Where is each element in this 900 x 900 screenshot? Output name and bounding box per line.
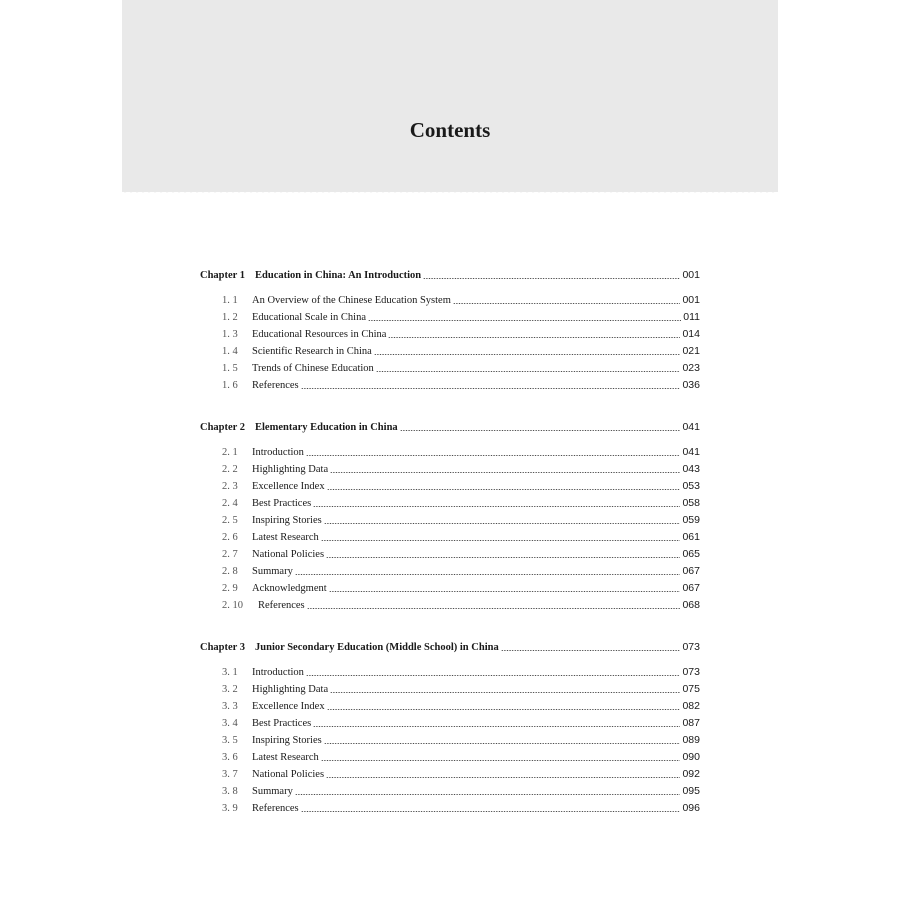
section-title: Acknowledgment	[252, 583, 327, 594]
dot-leader	[307, 608, 681, 609]
dot-leader	[376, 371, 681, 372]
header-scalloped-edge	[122, 190, 778, 194]
dot-leader	[295, 794, 681, 795]
page-number: 067	[682, 582, 700, 594]
toc-section[interactable]	[200, 478, 700, 495]
section-number: 3. 2	[222, 684, 238, 695]
dot-leader	[321, 540, 681, 541]
page-number: 023	[682, 362, 700, 374]
toc-section[interactable]	[200, 461, 700, 478]
page-number: 073	[682, 641, 700, 653]
page-number: 096	[682, 802, 700, 814]
section-number: 2. 2	[222, 464, 238, 475]
section-number: 1. 6	[222, 380, 238, 391]
page-number: 043	[682, 463, 700, 475]
page-number: 014	[682, 328, 700, 340]
section-title: Excellence Index	[252, 701, 325, 712]
section-title: Educational Resources in China	[252, 329, 387, 340]
chapter-title: Education in China: An Introduction	[255, 270, 422, 281]
toc-section[interactable]	[200, 546, 700, 563]
dot-leader	[453, 303, 681, 304]
section-title: Highlighting Data	[252, 684, 329, 695]
dot-leader	[321, 760, 681, 761]
section-number: 1. 3	[222, 329, 238, 340]
dot-leader	[313, 726, 680, 727]
toc-section[interactable]	[200, 292, 700, 309]
section-number: 2. 7	[222, 549, 238, 560]
dot-leader	[327, 709, 681, 710]
page-number: 065	[682, 548, 700, 560]
dot-leader	[330, 472, 680, 473]
section-title: National Policies	[252, 769, 325, 780]
section-title: Trends of Chinese Education	[252, 363, 374, 374]
page-number: 089	[682, 734, 700, 746]
section-number: 3. 9	[222, 803, 238, 814]
dot-leader	[374, 354, 681, 355]
page-number: 092	[682, 768, 700, 780]
page-title: Contents	[409, 118, 491, 142]
section-title: References	[258, 600, 305, 611]
page-number: 075	[682, 683, 700, 695]
toc-chapter-1[interactable]	[200, 267, 700, 284]
section-title: Summary	[252, 566, 293, 577]
toc-section[interactable]	[200, 309, 700, 326]
section-number: 2. 6	[222, 532, 238, 543]
section-title: Latest Research	[252, 532, 319, 543]
toc-section[interactable]	[200, 360, 700, 377]
toc-section[interactable]	[200, 664, 700, 681]
section-title: Introduction	[252, 447, 304, 458]
dot-leader	[368, 320, 681, 321]
section-number: 3. 6	[222, 752, 238, 763]
section-number: 2. 3	[222, 481, 238, 492]
page-number: 087	[682, 717, 700, 729]
toc-section[interactable]	[200, 377, 700, 394]
section-number: 3. 4	[222, 718, 238, 729]
toc-section[interactable]	[200, 749, 700, 766]
section-title: Latest Research	[252, 752, 319, 763]
toc-section[interactable]	[200, 444, 700, 461]
section-title: Best Practices	[252, 718, 312, 729]
page-number: 021	[682, 345, 700, 357]
toc-section[interactable]	[200, 732, 700, 749]
section-title: References	[252, 803, 299, 814]
chapter-number: Chapter 2	[200, 422, 246, 433]
page-number: 082	[682, 700, 700, 712]
dot-leader	[388, 337, 680, 338]
toc-chapter-3[interactable]	[200, 639, 700, 656]
section-number: 3. 3	[222, 701, 238, 712]
dot-leader	[329, 591, 681, 592]
section-title: An Overview of the Chinese Education System	[252, 295, 451, 306]
section-title: Educational Scale in China	[252, 312, 367, 323]
toc-section[interactable]	[200, 597, 700, 614]
section-title: Inspiring Stories	[252, 735, 322, 746]
dot-leader	[400, 430, 681, 431]
dot-leader	[301, 388, 681, 389]
dot-leader	[330, 692, 680, 693]
toc-section[interactable]	[200, 800, 700, 817]
dot-leader	[326, 557, 680, 558]
section-title: References	[252, 380, 299, 391]
section-number: 3. 8	[222, 786, 238, 797]
page-number: 073	[682, 666, 700, 678]
section-number: 3. 5	[222, 735, 238, 746]
page-number: 001	[682, 294, 700, 306]
dot-leader	[324, 523, 681, 524]
section-number: 3. 1	[222, 667, 238, 678]
page-number: 090	[682, 751, 700, 763]
page-number: 068	[682, 599, 700, 611]
dot-leader	[326, 777, 680, 778]
toc-section[interactable]	[200, 563, 700, 580]
toc-section[interactable]	[200, 681, 700, 698]
toc-section[interactable]	[200, 529, 700, 546]
section-title: Scientific Research in China	[252, 346, 372, 357]
section-number: 1. 4	[222, 346, 238, 357]
page-number: 095	[682, 785, 700, 797]
section-number: 2. 10	[222, 600, 243, 611]
header-band	[122, 0, 778, 192]
section-number: 2. 4	[222, 498, 238, 509]
section-number: 1. 1	[222, 295, 238, 306]
section-number: 1. 2	[222, 312, 238, 323]
section-number: 2. 1	[222, 447, 238, 458]
toc-section[interactable]	[200, 715, 700, 732]
section-number: 3. 7	[222, 769, 238, 780]
section-title: Inspiring Stories	[252, 515, 322, 526]
section-title: Introduction	[252, 667, 304, 678]
dot-leader	[423, 278, 680, 279]
page-number: 053	[682, 480, 700, 492]
section-title: Best Practices	[252, 498, 312, 509]
section-title: Excellence Index	[252, 481, 325, 492]
chapter-number: Chapter 3	[200, 642, 246, 653]
dot-leader	[313, 506, 680, 507]
toc-section[interactable]	[200, 326, 700, 343]
page-number: 059	[682, 514, 700, 526]
chapter-title: Elementary Education in China	[255, 422, 398, 433]
toc-section[interactable]	[200, 698, 700, 715]
dot-leader	[306, 675, 681, 676]
dot-leader	[324, 743, 681, 744]
dot-leader	[295, 574, 681, 575]
dot-leader	[501, 650, 681, 651]
section-number: 2. 9	[222, 583, 238, 594]
section-number: 2. 8	[222, 566, 238, 577]
page-number: 058	[682, 497, 700, 509]
page-number: 011	[683, 311, 700, 323]
toc-section[interactable]	[200, 343, 700, 360]
dot-leader	[301, 811, 681, 812]
toc-section[interactable]	[200, 766, 700, 783]
toc-section[interactable]	[200, 783, 700, 800]
page-number: 061	[682, 531, 700, 543]
section-title: Summary	[252, 786, 293, 797]
chapter-title: Junior Secondary Education (Middle School) in China	[255, 642, 499, 653]
dot-leader	[306, 455, 681, 456]
chapter-number: Chapter 1	[200, 270, 246, 281]
section-title: National Policies	[252, 549, 325, 560]
page-number: 041	[682, 421, 700, 433]
page-number: 036	[682, 379, 700, 391]
toc-section[interactable]	[200, 580, 700, 597]
page-number: 067	[682, 565, 700, 577]
page-number: 001	[682, 269, 700, 281]
page-number: 041	[682, 446, 700, 458]
dot-leader	[327, 489, 681, 490]
section-number: 1. 5	[222, 363, 238, 374]
toc-section[interactable]	[200, 495, 700, 512]
section-title: Highlighting Data	[252, 464, 329, 475]
toc-section[interactable]	[200, 512, 700, 529]
section-number: 2. 5	[222, 515, 238, 526]
toc-chapter-2[interactable]	[200, 419, 700, 436]
